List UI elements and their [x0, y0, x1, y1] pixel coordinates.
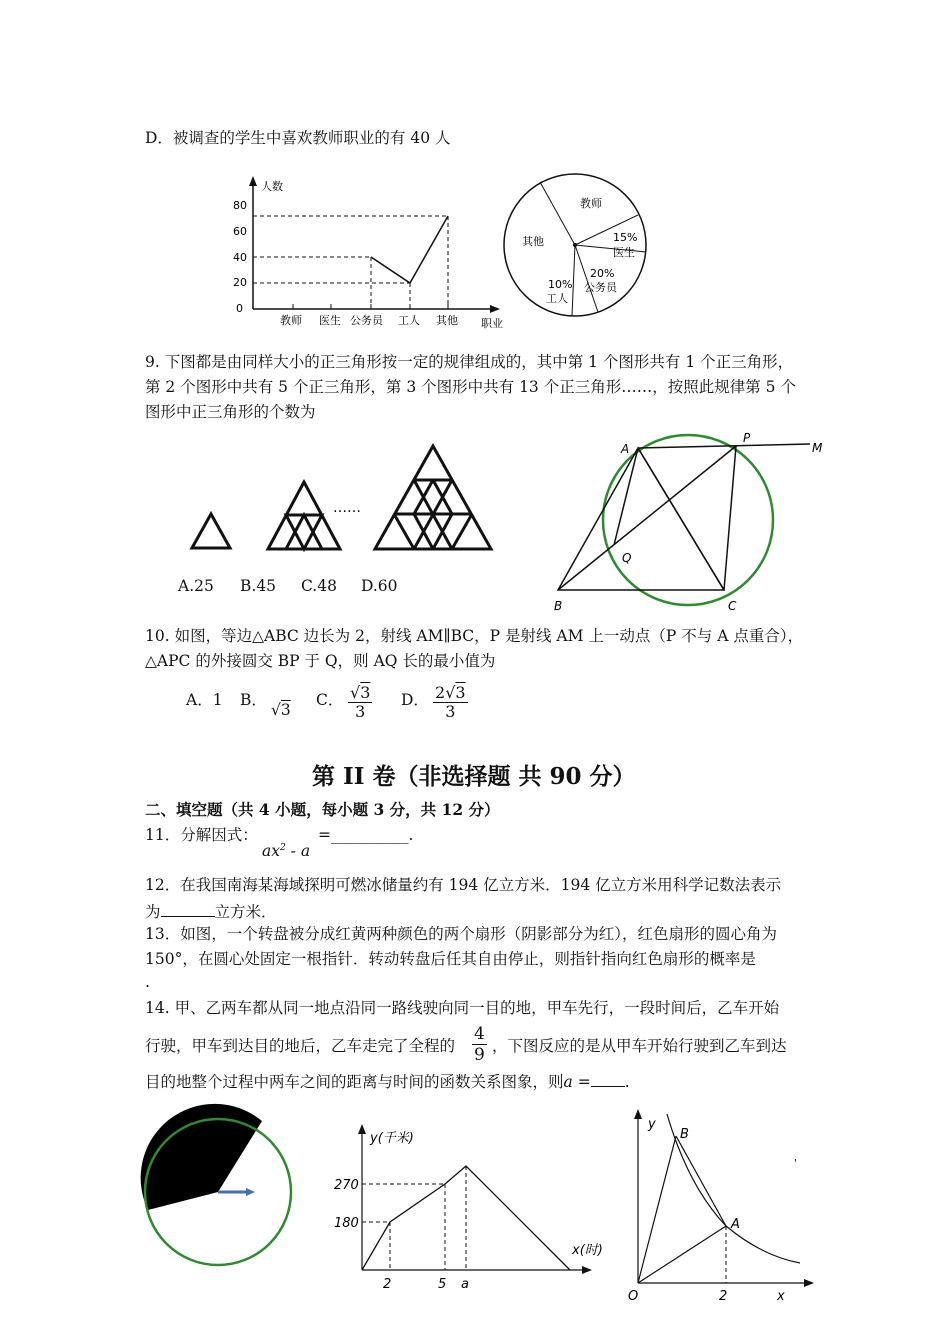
q13-line-2: 150°，在圆心处固定一根指针．转动转盘后任其自由停止，则指针指向红色扇形的概率是 [145, 950, 756, 968]
label-b: B [554, 599, 563, 613]
q13-line-3: . [145, 973, 150, 991]
triangle-abc [558, 448, 724, 590]
segment-bp [558, 446, 736, 590]
category-label: 其他 [436, 314, 458, 327]
q12-answer-blank[interactable] [161, 900, 215, 917]
fraction-numerator: 4 [474, 1024, 485, 1044]
q9-line-2: 第 2 个图形中共有 5 个正三角形，第 3 个图形中共有 13 个正三角形……，按照此规律第 5 个 [145, 378, 796, 396]
origin-label: O [628, 1289, 639, 1304]
expr-exponent: 2 [279, 843, 286, 853]
y-tick-label: 0 [236, 302, 243, 315]
circle-geometry-figure [548, 428, 838, 618]
label-q: Q [622, 551, 632, 565]
occupation-pie-chart [500, 170, 650, 320]
q11-prefix: 11．分解因式： [145, 826, 258, 844]
pie-label: 教师 [580, 197, 602, 210]
x-axis-arrow-icon [490, 305, 500, 313]
q10-option-c-label: C． [316, 691, 344, 709]
expr-term: a [300, 842, 311, 861]
q14-answer-blank[interactable] [591, 1070, 625, 1087]
y-value-label: 270 [334, 1178, 359, 1193]
q10-option-b-value: √3 [271, 701, 291, 719]
label-c: C [728, 599, 737, 613]
x-value-label: 2 [383, 1277, 392, 1292]
denominator: 3 [355, 702, 366, 721]
q14-line-2-start: 行驶，甲车到达目的地后，乙车走完了全程的 [145, 1037, 456, 1055]
pie-label: 15% [613, 231, 638, 244]
spinner-figure [144, 1118, 296, 1270]
label-m: M [812, 441, 823, 455]
q10-option-d-label: D． [401, 691, 429, 709]
q14-line-3-start: 目的地整个过程中两车之间的距离与时间的函数关系图象，则 [145, 1073, 564, 1091]
category-label: 医生 [319, 314, 341, 327]
q9-option-b: B.45 [240, 577, 277, 595]
point-b-label: B [680, 1127, 689, 1142]
triangle-pattern-figures [185, 442, 515, 557]
q9-option-c: C.48 [301, 577, 337, 595]
q14-fraction [472, 1024, 487, 1065]
data-series-line [371, 216, 448, 283]
q11-expression [262, 838, 310, 861]
y-axis-label: y(千米) [370, 1131, 414, 1146]
q14-line-3 [145, 1070, 630, 1092]
denominator: 3 [445, 702, 456, 721]
category-label: 公务员 [350, 314, 383, 327]
x-axis-label: 职业 [481, 317, 503, 330]
q10-option-a: A．1 [186, 691, 223, 709]
q9-line-3: 图形中正三角形的个数为 [145, 403, 316, 421]
y-tick-label: 20 [233, 276, 247, 289]
pie-divider [540, 182, 575, 245]
q10-option-c-value: $\frac{√3}{3}$ [350, 683, 371, 721]
label-a: A [621, 442, 630, 456]
pie-label: 公务员 [584, 281, 617, 294]
pie-label: 10% [548, 278, 573, 291]
q9-option-a: A.25 [178, 577, 214, 595]
y-axis-label: 人数 [261, 180, 283, 193]
segment-oa [638, 1226, 726, 1283]
q10-option-d-value: $\frac{2√3}{3}$ [435, 683, 466, 721]
q14-equals: = [572, 1073, 591, 1091]
fraction-denominator: 9 [474, 1045, 485, 1065]
x-value-label: a [461, 1277, 469, 1292]
x-axis-arrow-icon [582, 1266, 592, 1274]
x-value-label: 5 [438, 1277, 447, 1292]
radicand: 3 [455, 683, 466, 702]
q12-line-2-end: 立方米． [214, 903, 277, 921]
pie-label: 工人 [546, 292, 568, 305]
ray-am [638, 444, 810, 448]
q8-option-d: D．被调查的学生中喜欢教师职业的有 40 人 [145, 129, 451, 147]
expr-minus: - [285, 842, 301, 861]
q10-option-b-label: B． [240, 691, 267, 709]
label-p: P [743, 431, 751, 445]
triangle-figure-3 [375, 446, 491, 549]
pie-label: 医生 [613, 246, 635, 259]
hyperbola-graph [622, 1106, 822, 1306]
y-value-label: 180 [334, 1216, 359, 1231]
x-axis-label: x [777, 1289, 785, 1304]
category-label: 教师 [280, 314, 302, 327]
x-axis-arrow-icon [804, 1279, 814, 1287]
q12-line-2 [145, 900, 277, 922]
y-tick-label: 60 [233, 225, 247, 238]
pie-label: 20% [590, 267, 615, 280]
y-axis-arrow-icon [634, 1109, 642, 1119]
x-axis-label: x(时) [572, 1243, 603, 1258]
occupation-line-chart [228, 172, 528, 342]
distance-time-graph [330, 1122, 603, 1292]
circumcircle [603, 435, 773, 605]
pie-divider [575, 245, 646, 252]
segment-ba [676, 1136, 726, 1226]
point-a-label: A [731, 1217, 740, 1232]
radicand: 3 [360, 683, 371, 702]
q12-line-2-start: 为 [145, 903, 161, 921]
segment-ob [638, 1136, 676, 1283]
y-tick-label: 80 [233, 199, 247, 212]
category-label: 工人 [398, 314, 420, 327]
q12-line-1: 12．在我国南海某海域探明可燃冰储量约有 194 亿立方米．194 亿立方米用科学记数法表示 [145, 876, 782, 894]
q13-line-1: 13．如图，一个转盘被分成红黄两种颜色的两个扇形（阴影部分为红），红色扇形的圆心角为 [145, 925, 777, 943]
coefficient: 2 [435, 683, 446, 702]
stray-mark: ' [794, 1158, 797, 1169]
q14-variable: a [563, 1073, 573, 1091]
radicand: 3 [280, 701, 291, 719]
section-2-heading: 二、填空题（共 4 小题，每小题 3 分，共 12 分） [145, 800, 500, 819]
pie-label: 其他 [522, 235, 544, 248]
part-2-heading: 第 II 卷（非选择题 共 90 分） [312, 763, 636, 790]
triangle-figure-1 [192, 514, 230, 548]
q9-option-d: D.60 [361, 577, 398, 595]
q9-line-1: 9. 下图都是由同样大小的正三角形按一定的规律组成的，其中第 1 个图形共有 1 个正三角形， [145, 353, 794, 371]
triangle-figure-2 [268, 482, 340, 549]
q11-answer-blank: =__________. [318, 826, 414, 844]
y-axis-label: y [648, 1117, 656, 1132]
q14-line-2-end: ，下图反应的是从甲车开始行驶到乙车到达 [492, 1037, 787, 1055]
y-tick-label: 40 [233, 251, 247, 264]
q10-line-1: 10. 如图，等边△ABC 边长为 2，射线 AM∥BC，P 是射线 AM 上一动点（P 不与 A 点重合）， [145, 627, 804, 645]
pattern-ellipsis: …… [333, 500, 361, 516]
y-axis-arrow-icon [358, 1124, 366, 1134]
q10-line-2: △APC 的外接圆交 BP 于 Q，则 AQ 长的最小值为 [145, 652, 496, 670]
y-axis-arrow-icon [249, 176, 257, 186]
expr-term: ax [262, 842, 280, 861]
q14-line-1: 14. 甲、乙两车都从同一地点沿同一路线驶向同一目的地，甲车先行，一段时间后，乙车开始 [145, 999, 780, 1017]
q14-line-3-end: . [624, 1073, 630, 1091]
pointer-arrow-icon [246, 1188, 255, 1196]
x-tick-label: 2 [719, 1289, 728, 1304]
